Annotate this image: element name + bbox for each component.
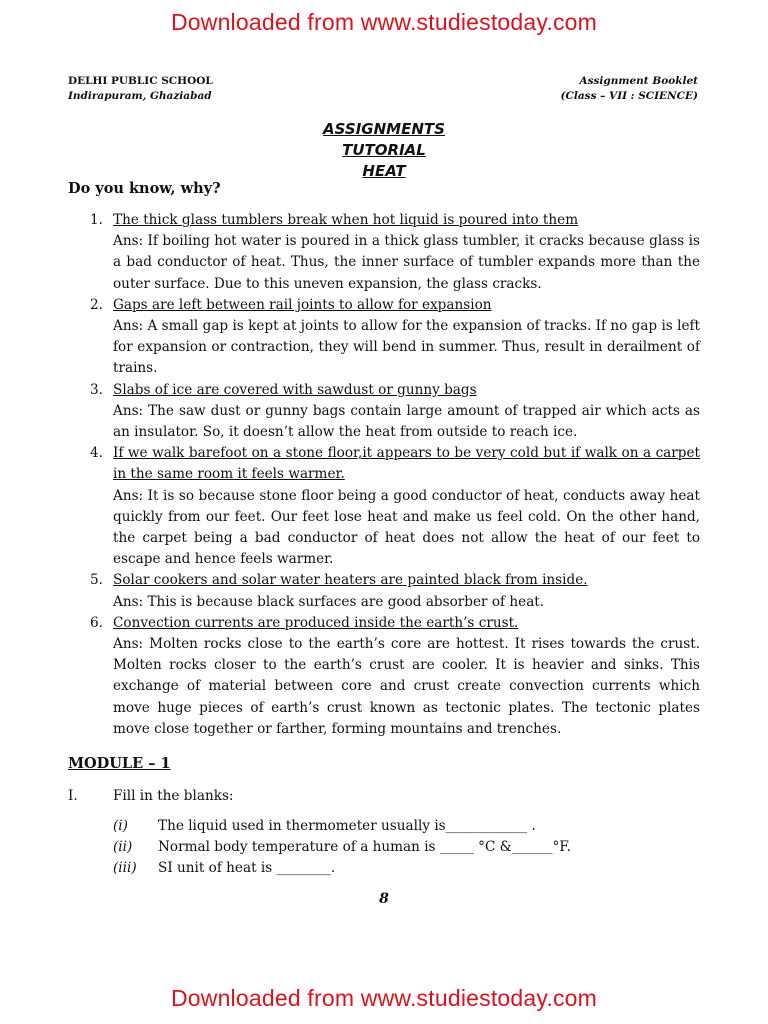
page-titles xyxy=(0,119,768,182)
title-tutorial: TUTORIAL xyxy=(342,141,426,159)
qa-number: 4. xyxy=(90,445,103,462)
qa-item xyxy=(90,570,700,612)
booklet-label: Assignment Booklet xyxy=(579,75,698,87)
school-name: DELHI PUBLIC SCHOOL xyxy=(68,75,213,87)
module-heading: MODULE – 1 xyxy=(68,755,171,772)
qa-list xyxy=(90,210,700,740)
blank-number: (iii) xyxy=(113,860,137,876)
section-number: I. xyxy=(68,788,78,804)
blank-text: The liquid used in thermometer usually is____________ . xyxy=(158,818,536,834)
page-number: 8 xyxy=(379,891,389,907)
school-location: Indirapuram, Ghaziabad xyxy=(68,90,212,102)
qa-question: Slabs of ice are covered with sawdust or gunny bags xyxy=(113,381,477,398)
qa-item xyxy=(90,210,700,295)
booklet-header xyxy=(561,74,698,104)
blank-number: (i) xyxy=(113,818,128,834)
list-item xyxy=(113,816,673,837)
fill-blanks-list xyxy=(113,816,673,879)
qa-number: 2. xyxy=(90,296,103,313)
qa-question: If we walk barefoot on a stone floor,it appears to be very cold but if walk on a carpet in the same room it feels warmer. xyxy=(113,445,700,483)
title-assignments: ASSIGNMENTS xyxy=(323,120,445,138)
qa-question: Solar cookers and solar water heaters are painted black from inside. xyxy=(113,572,588,589)
list-item xyxy=(113,858,673,879)
qa-item xyxy=(90,380,700,444)
qa-question: The thick glass tumblers break when hot liquid is poured into them xyxy=(113,212,579,228)
title-heat: HEAT xyxy=(362,162,406,180)
qa-answer: Ans: A small gap is kept at joints to allow for the expansion of tracks. If no gap is left for expansion or contraction, they will bend in summer. Thus, result in derailment of trains. xyxy=(113,318,700,377)
blank-text: Normal body temperature of a human is _____ °C &______°F. xyxy=(158,839,571,855)
qa-number: 5. xyxy=(90,572,103,589)
qa-answer: Ans: If boiling hot water is poured in a thick glass tumbler, it cracks because glass is a bad conductor of heat. Thus, the inner surface of tumbler expands more than the outer surface. Due to this uneven expansion, the glass cracks. xyxy=(113,233,700,292)
qa-item xyxy=(90,613,700,740)
qa-answer: Ans: This is because black surfaces are good absorber of heat. xyxy=(113,593,545,610)
qa-answer: Ans: Molten rocks close to the earth’s core are hottest. It rises towards the crust. Molten rocks closer to the earth’s crust are cooler. It is heavier and sinks. This exchange of material between core and crust create convection currents which move huge pieces of earth’s crust known as tectonic plates. The tectonic plates move close together or farther, forming mountains and trenches. xyxy=(113,636,700,737)
qa-answer: Ans: It is so because stone floor being a good conductor of heat, conducts away heat quickly from our feet. Our feet lose heat and make us feel cold. On the other hand, the carpet being a bad conductor of heat does not allow the heat of our feet to escape and hence feels warmer. xyxy=(113,487,700,568)
download-banner-bottom: Downloaded from www.studiestoday.com xyxy=(170,985,598,1011)
qa-answer: Ans: The saw dust or gunny bags contain large amount of trapped air which acts as an insulator. So, it doesn’t allow the heat from outside to reach ice. xyxy=(113,402,700,441)
class-info: (Class – VII : SCIENCE) xyxy=(560,90,698,102)
qa-question: Convection currents are produced inside the earth’s crust. xyxy=(113,614,519,631)
did-you-know-heading: Do you know, why? xyxy=(68,180,221,197)
qa-item xyxy=(90,295,700,380)
qa-item xyxy=(90,443,700,570)
qa-question: Gaps are left between rail joints to allow for expansion xyxy=(113,296,492,313)
download-banner-top: Downloaded from www.studiestoday.com xyxy=(170,9,598,35)
qa-number: 1. xyxy=(90,212,103,228)
qa-number: 6. xyxy=(90,614,103,631)
blank-number: (ii) xyxy=(113,839,133,855)
school-header xyxy=(68,74,213,104)
qa-number: 3. xyxy=(90,381,103,398)
section-title: Fill in the blanks: xyxy=(113,788,234,804)
list-item xyxy=(113,837,673,858)
blank-text: SI unit of heat is ________. xyxy=(158,860,336,876)
